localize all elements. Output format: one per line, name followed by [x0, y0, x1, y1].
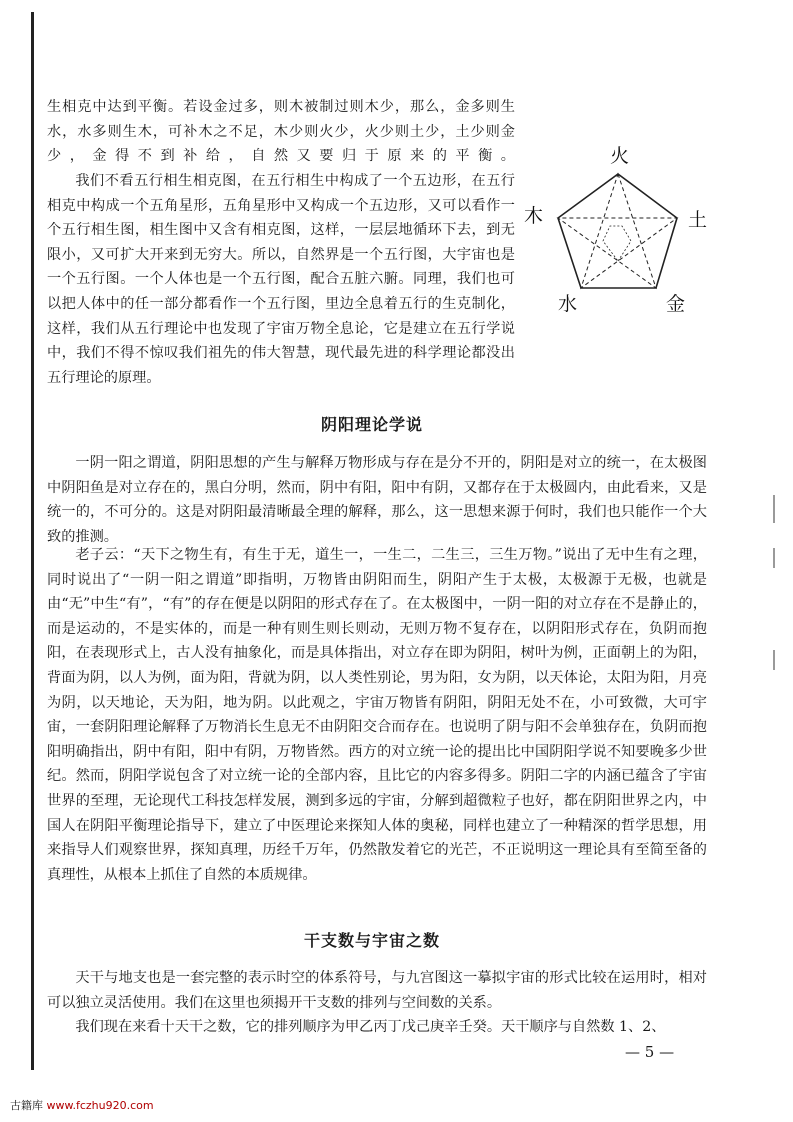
water-label: 水: [558, 293, 578, 315]
scan-mark: [773, 495, 775, 523]
footer-prefix: 古籍库: [10, 1099, 47, 1112]
metal-label: 金: [666, 293, 686, 315]
footer-site: www.fczhu920.com: [46, 1099, 154, 1112]
inner-pentagon: [603, 226, 631, 261]
fire-label: 火: [610, 145, 630, 167]
paragraph-ganzhi-intro: 天干与地支也是一套完整的表示时空的体系符号，与九宫图这一摹拟宇宙的形式比较在运用时，相对可以独立灵活使用。我们在这里也须揭开干支数的排列与空间数的关系。: [47, 970, 707, 1011]
heading-yinyang: 阴阳理论学说: [320, 415, 423, 434]
margin-rule: [31, 12, 34, 1070]
paragraph-yinyang-intro: 一阴一阳之谓道，阴阳思想的产生与解释万物形成与存在是分不开的，阴阳是对立的统一，在太极图中阴阳鱼是对立存在的，黑白分明，然而，阴中有阳，阳中有阴，又都存在于太极圆内，由此看来，又是统一的，不可分的。这是对阴阳最清晰最全理的解释，那么，这一思想来源于何时，我们也只能作一个大致的推测。: [47, 455, 707, 545]
heading-ganzhi: 干支数与宇宙之数: [303, 931, 440, 950]
scan-mark: [773, 548, 775, 568]
paragraph-laozi: 老子云：“天下之物生有，有生于无，道生一，一生二，二生三，三生万物。”说出了无中生有之理，同时说出了“一阴一阳之谓道”即指明，万物皆由阴阳而生，阴阳产生于太极，太极源于无极，也就是由“无”中生“有”，“有”的存在便是以阴阳的形式存在了。在太极图中，一阴一阳的对立存在不是静止的，而是运动的，不是实体的，而是一种有则生则长则动，无则万物不复存在，以阴阳形式存在，负阴而抱阳，在表现形式上，古人没有抽象化，而是具体指出，对立存在即为阴阳，树叶为例，正面朝上的为阳，背面为阴，以人为例，面为阳，背就为阴，以人类性别论，男为阳，女为阴，以天体论，太阳为阳，月亮为阴，以天地论，天为阳，地为阴。以此观之，宇宙万物皆有阴阳，阴阳无处不在，小可致微，大可宇宙，一套阴阳理论解释了万物消长生息无不由阴阳交合而存在。也说明了阴与阳不会单独存在，负阴而抱阳明确指出，阴中有阳，阳中有阴，万物皆然。西方的对立统一论的提出比中国阴阳学说不知要晚多少世纪。然而，阴阳学说包含了对立统一论的全部内容，且比它的内容多得多。阴阳二字的内涵已蕴含了宇宙世界的至理，无论现代工科技怎样发展，测到多远的宇宙，分解到超微粒子也好，都在阴阳世界之内，中国人在阴阳平衡理论指导下，建立了中医理论来探知人体的奥秘，同样也建立了一种精深的哲学思想，用来指导人们观察世界，探知真理，历经千万年，仍然散发着它的光芒，不正说明这一理论具有至简至备的真理性，从根本上抓住了自然的本质规律。: [47, 547, 707, 883]
paragraph-wuxing-diagram: 我们不看五行相生相克图，在五行相生中构成了一个五边形，在五行相克中构成一个五角星形，五角星形中又构成一个五边形，又可以看作一个五行相生图，相生图中又含有相克图，这样，一层层地循环下去，到无限小，又可扩大开来到无穷大。所以，自然界是一个五行图，大宇宙也是一个五行图。一个人体也是一个五行图，配合五脏六腑。同理，我们也可以把人体中的任一部分都看作一个五行图，里边全息着五行的生克制化，这样，我们从五行理论中也发现了宇宙万物全息论，它是建立在五行学说中，我们不得不惊叹我们祖先的伟大智慧，现代最先进的科学理论都没出五行理论的原理。: [47, 173, 515, 386]
earth-label: 土: [688, 209, 708, 231]
page-number: — 5 —: [625, 1043, 675, 1061]
scan-mark: [773, 650, 775, 670]
paragraph-tiangan: 我们现在来看十天干之数，它的排列顺序为甲乙丙丁戊己庚辛壬癸。天干顺序与自然数 1、2、: [75, 1019, 666, 1035]
wuxing-diagram: [518, 138, 718, 324]
footer-watermark: [10, 1097, 154, 1113]
paragraph-balance: 生相克中达到平衡。若设金过多，则木被制过则木少，那么，金多则生水，水多则生木，可补木之不足，木少则火少，火少则土少，土少则金少，金得不到补给，自然又要归于原来的平衡。: [47, 99, 515, 165]
pentagon-star-diagram: [518, 138, 718, 324]
wood-label: 木: [524, 205, 544, 227]
